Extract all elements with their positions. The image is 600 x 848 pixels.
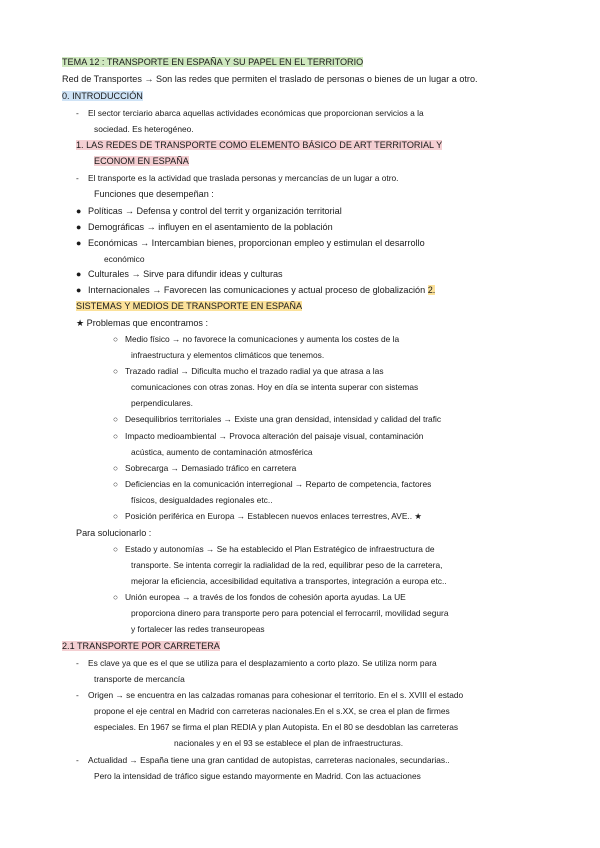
problem-trazado-radial: ○ Trazado radial → Dificulta mucho el trazado radial ya que atrasa a las [113,366,384,376]
section-0-heading: 0. INTRODUCCIÓN [62,91,143,101]
problem-desequilibrios: ○ Desequilibrios territoriales → Existe una gran densidad, intensidad y calidad del trafic [113,414,442,424]
solve-label: Para solucionarlo : [76,528,152,538]
bullet-internacionales: ● Internacionales → Favorecen las comunicaciones y actual proceso de globalización 2. [76,285,436,295]
problems-label: ★ Problemas que encontramos : [76,318,208,328]
section-2-heading: SISTEMAS Y MEDIOS DE TRANSPORTE EN ESPAÑA [76,301,303,311]
page-title: TEMA 12 : TRANSPORTE EN ESPAÑA Y SU PAPEL EN EL TERRITORIO [62,57,364,67]
solution-ue: ○ Unión europea → a través de los fondos de cohesión aporta ayudas. La UE [113,592,406,602]
bullet-demograficas: ● Demográficas → influyen en el asentamiento de la población [76,222,333,232]
problem-medio-fisico: ○ Medio físico → no favorece la comunicaciones y aumenta los costes de la [113,334,400,344]
problem-medio-fisico-cont: infraestructura y elementos climáticos que tenemos. [131,350,325,360]
section-1-heading-b: ECONOM EN ESPAÑA [94,156,189,166]
bullet-economicas-cont: económico [104,254,145,264]
carretera-actualidad-cont: Pero la intensidad de tráfico sigue estando mayormente en Madrid. Con las actuaciones [94,771,421,781]
carretera-actualidad: - Actualidad → España tiene una gran cantidad de autopistas, carreteras nacionales, secundarias.. [76,755,450,765]
problem-trazado-radial-cont-2: perpendiculares. [131,398,193,408]
problem-deficiencias: ○ Deficiencias en la comunicación interregional → Reparto de competencia, factores [113,479,432,489]
sec0-line-1: - El sector terciario abarca aquellas actividades económicas que proporcionan servicios a la [76,108,424,118]
problem-impacto: ○ Impacto medioambiental → Provoca alteración del paisaje visual, contaminación [113,431,424,441]
problem-impacto-cont: acústica, aumento de contaminación atmosférica [131,447,313,457]
problem-posicion: ○ Posición periférica en Europa → Establecen nuevos enlaces terrestres, AVE.. ★ [113,511,422,521]
sec1-functions-label: Funciones que desempeñan : [94,189,214,199]
carretera-line-1-cont: transporte de mercancía [94,674,185,684]
carretera-origen: - Origen → se encuentra en las calzadas romanas para cohesionar el territorio. En el s. XVIII el estado [76,690,464,700]
carretera-origen-cont-3: nacionales y en el 93 se establece el plan de infraestructuras. [174,738,404,748]
carretera-line-1: - Es clave ya que es el que se utiliza para el desplazamiento a corto plazo. Se utiliza norm para [76,658,437,668]
section-2-1-heading: 2.1 TRANSPORTE POR CARRETERA [62,641,220,651]
problem-sobrecarga: ○ Sobrecarga → Demasiado tráfico en carretera [113,463,297,473]
carretera-origen-cont-1: propone el eje central en Madrid con carreteras nacionales.En el s.XX, se crea el plan de firmes [94,706,450,716]
solution-estado-cont-2: mejorar la eficiencia, accesibilidad equitativa a transportes, integración a europa etc.. [131,576,447,586]
section-1-heading-a: 1. LAS REDES DE TRANSPORTE COMO ELEMENTO BÁSICO DE ART TERRITORIAL Y [76,140,443,150]
problem-deficiencias-cont: físicos, desigualdades regionales etc.. [131,495,273,505]
problem-trazado-radial-cont-1: comunicaciones con otras zonas. Hoy en día se intenta superar con sistemas [131,382,419,392]
solution-ue-cont-1: proporciona dinero para transporte pero para potencial el ferrocarril, movilidad segura [131,608,449,618]
solution-estado-cont-1: transporte. Se intenta corregir la radialidad de la red, equilibrar peso de la carretera, [131,560,443,570]
carretera-origen-cont-2: especiales. En 1967 se firma el plan REDIA y plan Autopista. En el 80 se desdoblan las carreteras [94,722,459,732]
intro-line: Red de Transportes → Son las redes que permiten el traslado de personas o bienes de un lugar a otro. [62,74,478,84]
bullet-culturales: ● Culturales → Sirve para difundir ideas y culturas [76,269,283,279]
bullet-economicas: ● Económicas → Intercambian bienes, proporcionan empleo y estimulan el desarrollo [76,238,425,248]
solution-estado: ○ Estado y autonomías → Se ha establecido el Plan Estratégico de infraestructura de [113,544,435,554]
sec0-line-2: sociedad. Es heterogéneo. [94,124,194,134]
bullet-politicas: ● Políticas → Defensa y control del territ y organización territorial [76,206,342,216]
sec1-definition: - El transporte es la actividad que traslada personas y mercancías de un lugar a otro. [76,173,399,183]
solution-ue-cont-2: y fortalecer las redes transeuropeas [131,624,265,634]
